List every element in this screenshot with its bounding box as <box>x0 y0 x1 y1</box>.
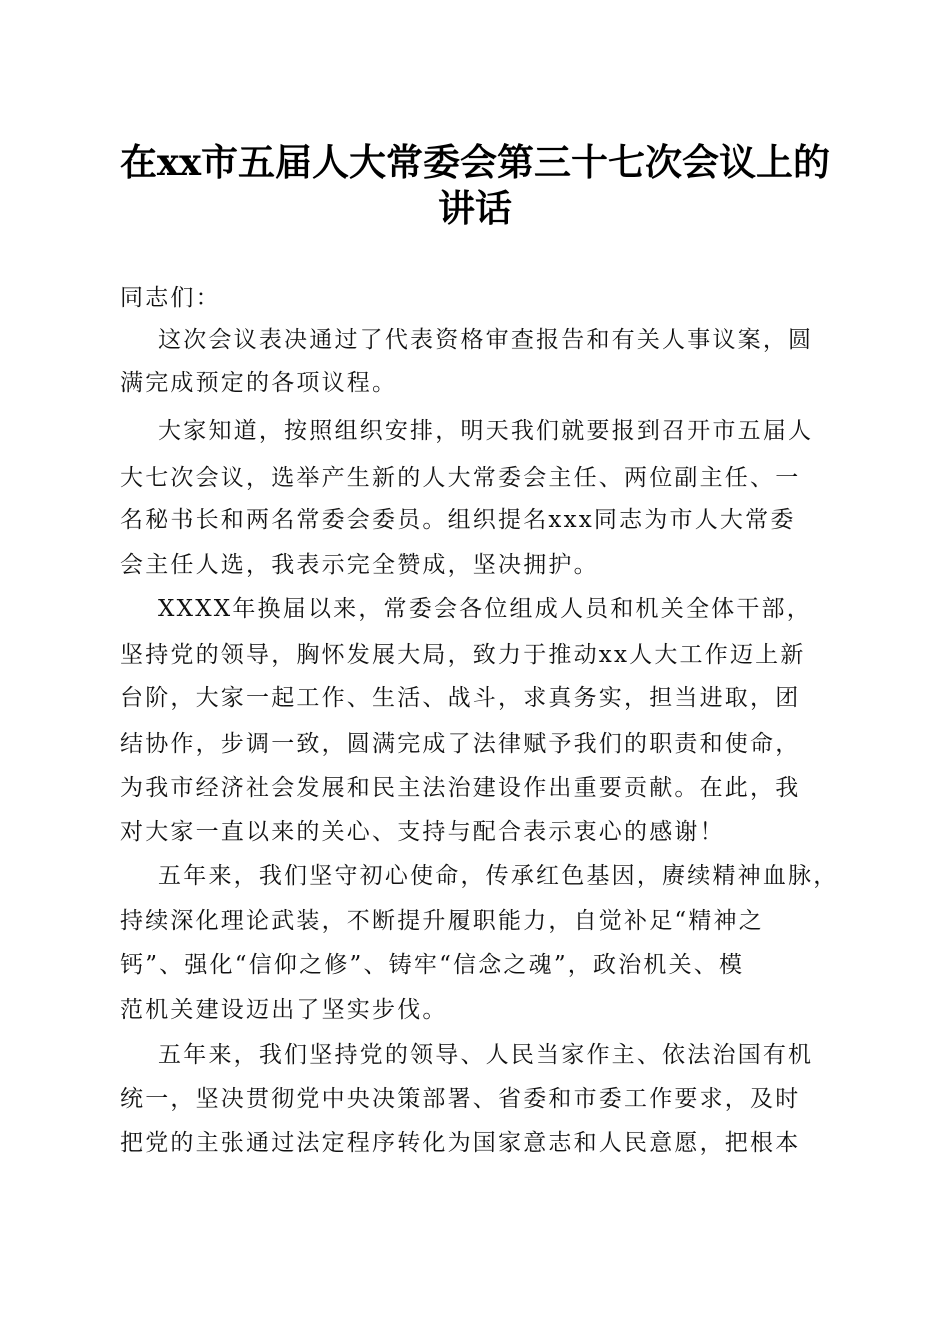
body-line: 大七次会议，选举产生新的人大常委会主任、两位副主任、一 <box>120 465 801 491</box>
body-line: 大家知道，按照组织安排，明天我们就要报到召开市五届人 <box>120 418 814 444</box>
body-line: 结协作，步调一致，圆满完成了法律赋予我们的职责和使命， <box>120 731 801 757</box>
body-line: XXXX年换届以来，常委会各位组成人员和机关全体干部， <box>120 596 812 622</box>
body-line: 把党的主张通过法定程序转化为国家意志和人民意愿，把根本 <box>120 1130 801 1156</box>
body-line: 坚持党的领导，胸怀发展大局，致力于推动xx人大工作迈上新 <box>120 642 806 668</box>
document-title-line-1: 在xx市五届人大常委会第三十七次会议上的 <box>119 140 831 184</box>
body-line: 五年来，我们坚持党的领导、人民当家作主、依法治国有机 <box>120 1042 814 1068</box>
body-line: 这次会议表决通过了代表资格审查报告和有关人事议案，圆 <box>120 327 814 353</box>
body-line: 范机关建设迈出了坚实步伐。 <box>120 997 448 1023</box>
body-line: 会主任人选，我表示完全赞成，坚决拥护。 <box>120 552 599 578</box>
body-line: 名秘书长和两名常委会委员。组织提名xxx同志为市人大常委 <box>120 507 796 533</box>
body-line: 为我市经济社会发展和民主法治建设作出重要贡献。在此，我 <box>120 775 801 801</box>
body-line: 满完成预定的各项议程。 <box>120 370 398 396</box>
document-title-line-2: 讲话 <box>438 186 512 230</box>
body-line: 台阶，大家一起工作、生活、战斗，求真务实，担当进取，团 <box>120 685 801 711</box>
body-line: 钙”、强化“信仰之修”、铸牢“信念之魂”，政治机关、模 <box>120 952 745 978</box>
body-line: 统一，坚决贯彻党中央决策部署、省委和市委工作要求，及时 <box>120 1086 801 1112</box>
body-line: 五年来，我们坚守初心使命，传承红色基因，赓续精神血脉， <box>120 863 839 889</box>
body-line: 持续深化理论武装，不断提升履职能力，自觉补足“精神之 <box>120 908 764 934</box>
salutation: 同志们： <box>120 285 221 311</box>
body-line: 对大家一直以来的关心、支持与配合表示衷心的感谢！ <box>120 819 725 845</box>
